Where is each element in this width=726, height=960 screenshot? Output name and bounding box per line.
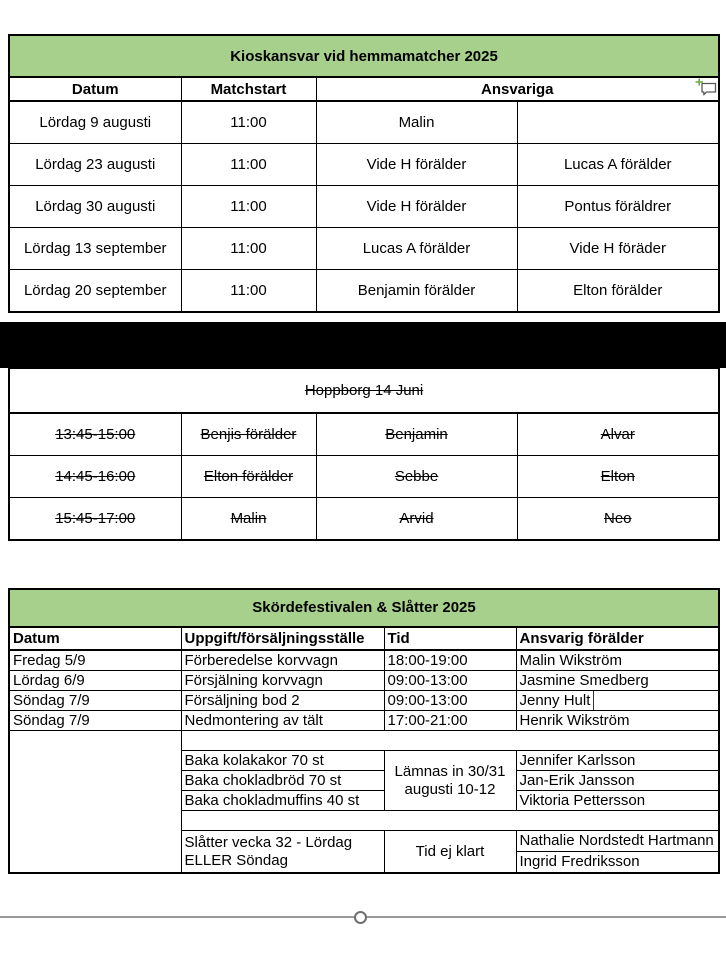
harvest-cell-datum[interactable]: Fredag 5/9 xyxy=(9,650,181,671)
harvest-row xyxy=(9,671,719,691)
cancelled-cell-3[interactable]: Alvar xyxy=(517,413,719,456)
harvest-cell-ansvarig[interactable]: Jasmine Smedberg xyxy=(516,671,719,691)
redaction-bar xyxy=(0,322,726,368)
kiosk-cell-ansvarig2[interactable]: Pontus föräldrer xyxy=(517,186,719,228)
kiosk-cell-ansvarig2[interactable] xyxy=(517,101,719,144)
kiosk-cell-datum[interactable]: Lördag 9 augusti xyxy=(9,101,181,144)
cancelled-cell-time[interactable]: 13:45-15:00 xyxy=(9,413,181,456)
harvest-cell-datum-merged[interactable] xyxy=(9,731,181,874)
kiosk-cell-ansvarig1[interactable]: Vide H förälder xyxy=(316,186,517,228)
kiosk-cell-matchstart[interactable]: 11:00 xyxy=(181,186,316,228)
harvest-cell-uppgift[interactable]: Försjälning korvvagn xyxy=(181,671,384,691)
kiosk-cell-ansvarig1[interactable]: Lucas A förälder xyxy=(316,228,517,270)
harvest-cell-datum[interactable]: Lördag 6/9 xyxy=(9,671,181,691)
harvest-table-title[interactable]: Skördefestivalen & Slåtter 2025 xyxy=(9,589,719,627)
kiosk-table-title[interactable]: Kioskansvar vid hemmamatcher 2025 xyxy=(9,35,719,77)
cancelled-hoppborg-table xyxy=(8,368,720,541)
harvest-cell-uppgift[interactable]: Försäljning bod 2 xyxy=(181,691,384,711)
harvest-cell-datum[interactable]: Söndag 7/9 xyxy=(9,691,181,711)
cancelled-cell-time[interactable]: 14:45-16:00 xyxy=(9,456,181,498)
slatter-cell-task[interactable]: Slåtter vecka 32 - Lördag ELLER Söndag xyxy=(181,831,384,874)
kiosk-header-matchstart[interactable]: Matchstart xyxy=(181,77,316,101)
kiosk-cell-ansvarig1[interactable]: Malin xyxy=(316,101,517,144)
baking-cell-task[interactable]: Baka kolakakor 70 st xyxy=(181,751,384,771)
harvest-cell-tid[interactable]: 18:00-19:00 xyxy=(384,650,516,671)
cancelled-cell-1[interactable]: Malin xyxy=(181,498,316,541)
harvest-cell-ansvarig[interactable]: Malin Wikström xyxy=(516,650,719,671)
baking-cell-parent[interactable]: Jennifer Karlsson xyxy=(516,751,719,771)
kiosk-row xyxy=(9,144,719,186)
spacer-row xyxy=(9,731,719,751)
harvest-cell-tid[interactable]: 17:00-21:00 xyxy=(384,711,516,731)
cancelled-cell-1[interactable]: Elton förälder xyxy=(181,456,316,498)
kiosk-cell-datum[interactable]: Lördag 13 september xyxy=(9,228,181,270)
kiosk-cell-datum[interactable]: Lördag 23 augusti xyxy=(9,144,181,186)
kiosk-cell-datum[interactable]: Lördag 20 september xyxy=(9,270,181,313)
harvest-cell-tid[interactable]: 09:00-13:00 xyxy=(384,691,516,711)
kiosk-cell-ansvarig2[interactable]: Lucas A förälder xyxy=(517,144,719,186)
harvest-table xyxy=(8,588,720,874)
slatter-cell-time[interactable]: Tid ej klart xyxy=(384,831,516,874)
harvest-cell-uppgift[interactable]: Nedmontering av tält xyxy=(181,711,384,731)
slatter-cell-parent[interactable]: Ingrid Fredriksson xyxy=(516,852,719,874)
cancelled-cell-1[interactable]: Benjis förälder xyxy=(181,413,316,456)
kiosk-table xyxy=(8,34,720,313)
spacer-cell[interactable] xyxy=(181,811,719,831)
kiosk-row xyxy=(9,270,719,313)
baking-cell-deadline[interactable]: Lämnas in 30/31 augusti 10-12 xyxy=(384,751,516,811)
harvest-header-datum[interactable]: Datum xyxy=(9,627,181,650)
kiosk-row xyxy=(9,186,719,228)
kiosk-cell-matchstart[interactable]: 11:00 xyxy=(181,270,316,313)
cancelled-cell-3[interactable]: Elton xyxy=(517,456,719,498)
harvest-row xyxy=(9,650,719,671)
cancelled-cell-2[interactable]: Arvid xyxy=(316,498,517,541)
kiosk-header-datum[interactable]: Datum xyxy=(9,77,181,101)
spacer-cell[interactable] xyxy=(181,731,719,751)
kiosk-cell-ansvarig2[interactable]: Elton förälder xyxy=(517,270,719,313)
harvest-cell-tid[interactable]: 09:00-13:00 xyxy=(384,671,516,691)
baking-cell-task[interactable]: Baka chokladmuffins 40 st xyxy=(181,791,384,811)
kiosk-row xyxy=(9,101,719,144)
baking-cell-parent[interactable]: Viktoria Pettersson xyxy=(516,791,719,811)
hoppborg-title[interactable]: Hoppborg 14 Juni xyxy=(9,369,719,414)
harvest-cell-ansvarig[interactable] xyxy=(516,691,719,711)
baking-cell-task[interactable]: Baka chokladbröd 70 st xyxy=(181,771,384,791)
kiosk-header-ansvariga[interactable]: Ansvariga xyxy=(316,77,719,101)
harvest-cell-datum[interactable]: Söndag 7/9 xyxy=(9,711,181,731)
slatter-cell-parent[interactable]: Nathalie Nordstedt Hartmann xyxy=(516,831,719,852)
cancelled-row xyxy=(9,498,719,541)
harvest-header-uppgift[interactable]: Uppgift/försäljningsställe xyxy=(181,627,384,650)
text-cursor xyxy=(593,691,594,710)
kiosk-cell-matchstart[interactable]: 11:00 xyxy=(181,101,316,144)
section-divider[interactable] xyxy=(0,916,726,918)
kiosk-cell-matchstart[interactable]: 11:00 xyxy=(181,228,316,270)
harvest-row xyxy=(9,691,719,711)
cancelled-cell-time[interactable]: 15:45-17:00 xyxy=(9,498,181,541)
harvest-row xyxy=(9,711,719,731)
baking-cell-parent[interactable]: Jan-Erik Jansson xyxy=(516,771,719,791)
kiosk-cell-datum[interactable]: Lördag 30 augusti xyxy=(9,186,181,228)
harvest-header-tid[interactable]: Tid xyxy=(384,627,516,650)
divider-handle-icon[interactable] xyxy=(354,911,367,924)
cancelled-cell-2[interactable]: Benjamin xyxy=(316,413,517,456)
harvest-cell-uppgift[interactable]: Förberedelse korvvagn xyxy=(181,650,384,671)
cancelled-cell-2[interactable]: Sebbe xyxy=(316,456,517,498)
harvest-header-ansvarig[interactable]: Ansvarig förälder xyxy=(516,627,719,650)
kiosk-cell-matchstart[interactable]: 11:00 xyxy=(181,144,316,186)
kiosk-cell-ansvarig2[interactable]: Vide H föräder xyxy=(517,228,719,270)
kiosk-row xyxy=(9,228,719,270)
cancelled-cell-3[interactable]: Neo xyxy=(517,498,719,541)
kiosk-cell-ansvarig1[interactable]: Vide H förälder xyxy=(316,144,517,186)
cancelled-row xyxy=(9,413,719,456)
harvest-cell-ansvarig[interactable]: Henrik Wikström xyxy=(516,711,719,731)
cell-text: Jenny Hult xyxy=(519,691,591,709)
cancelled-row xyxy=(9,456,719,498)
add-comment-icon[interactable] xyxy=(694,78,718,100)
kiosk-cell-ansvarig1[interactable]: Benjamin förälder xyxy=(316,270,517,313)
